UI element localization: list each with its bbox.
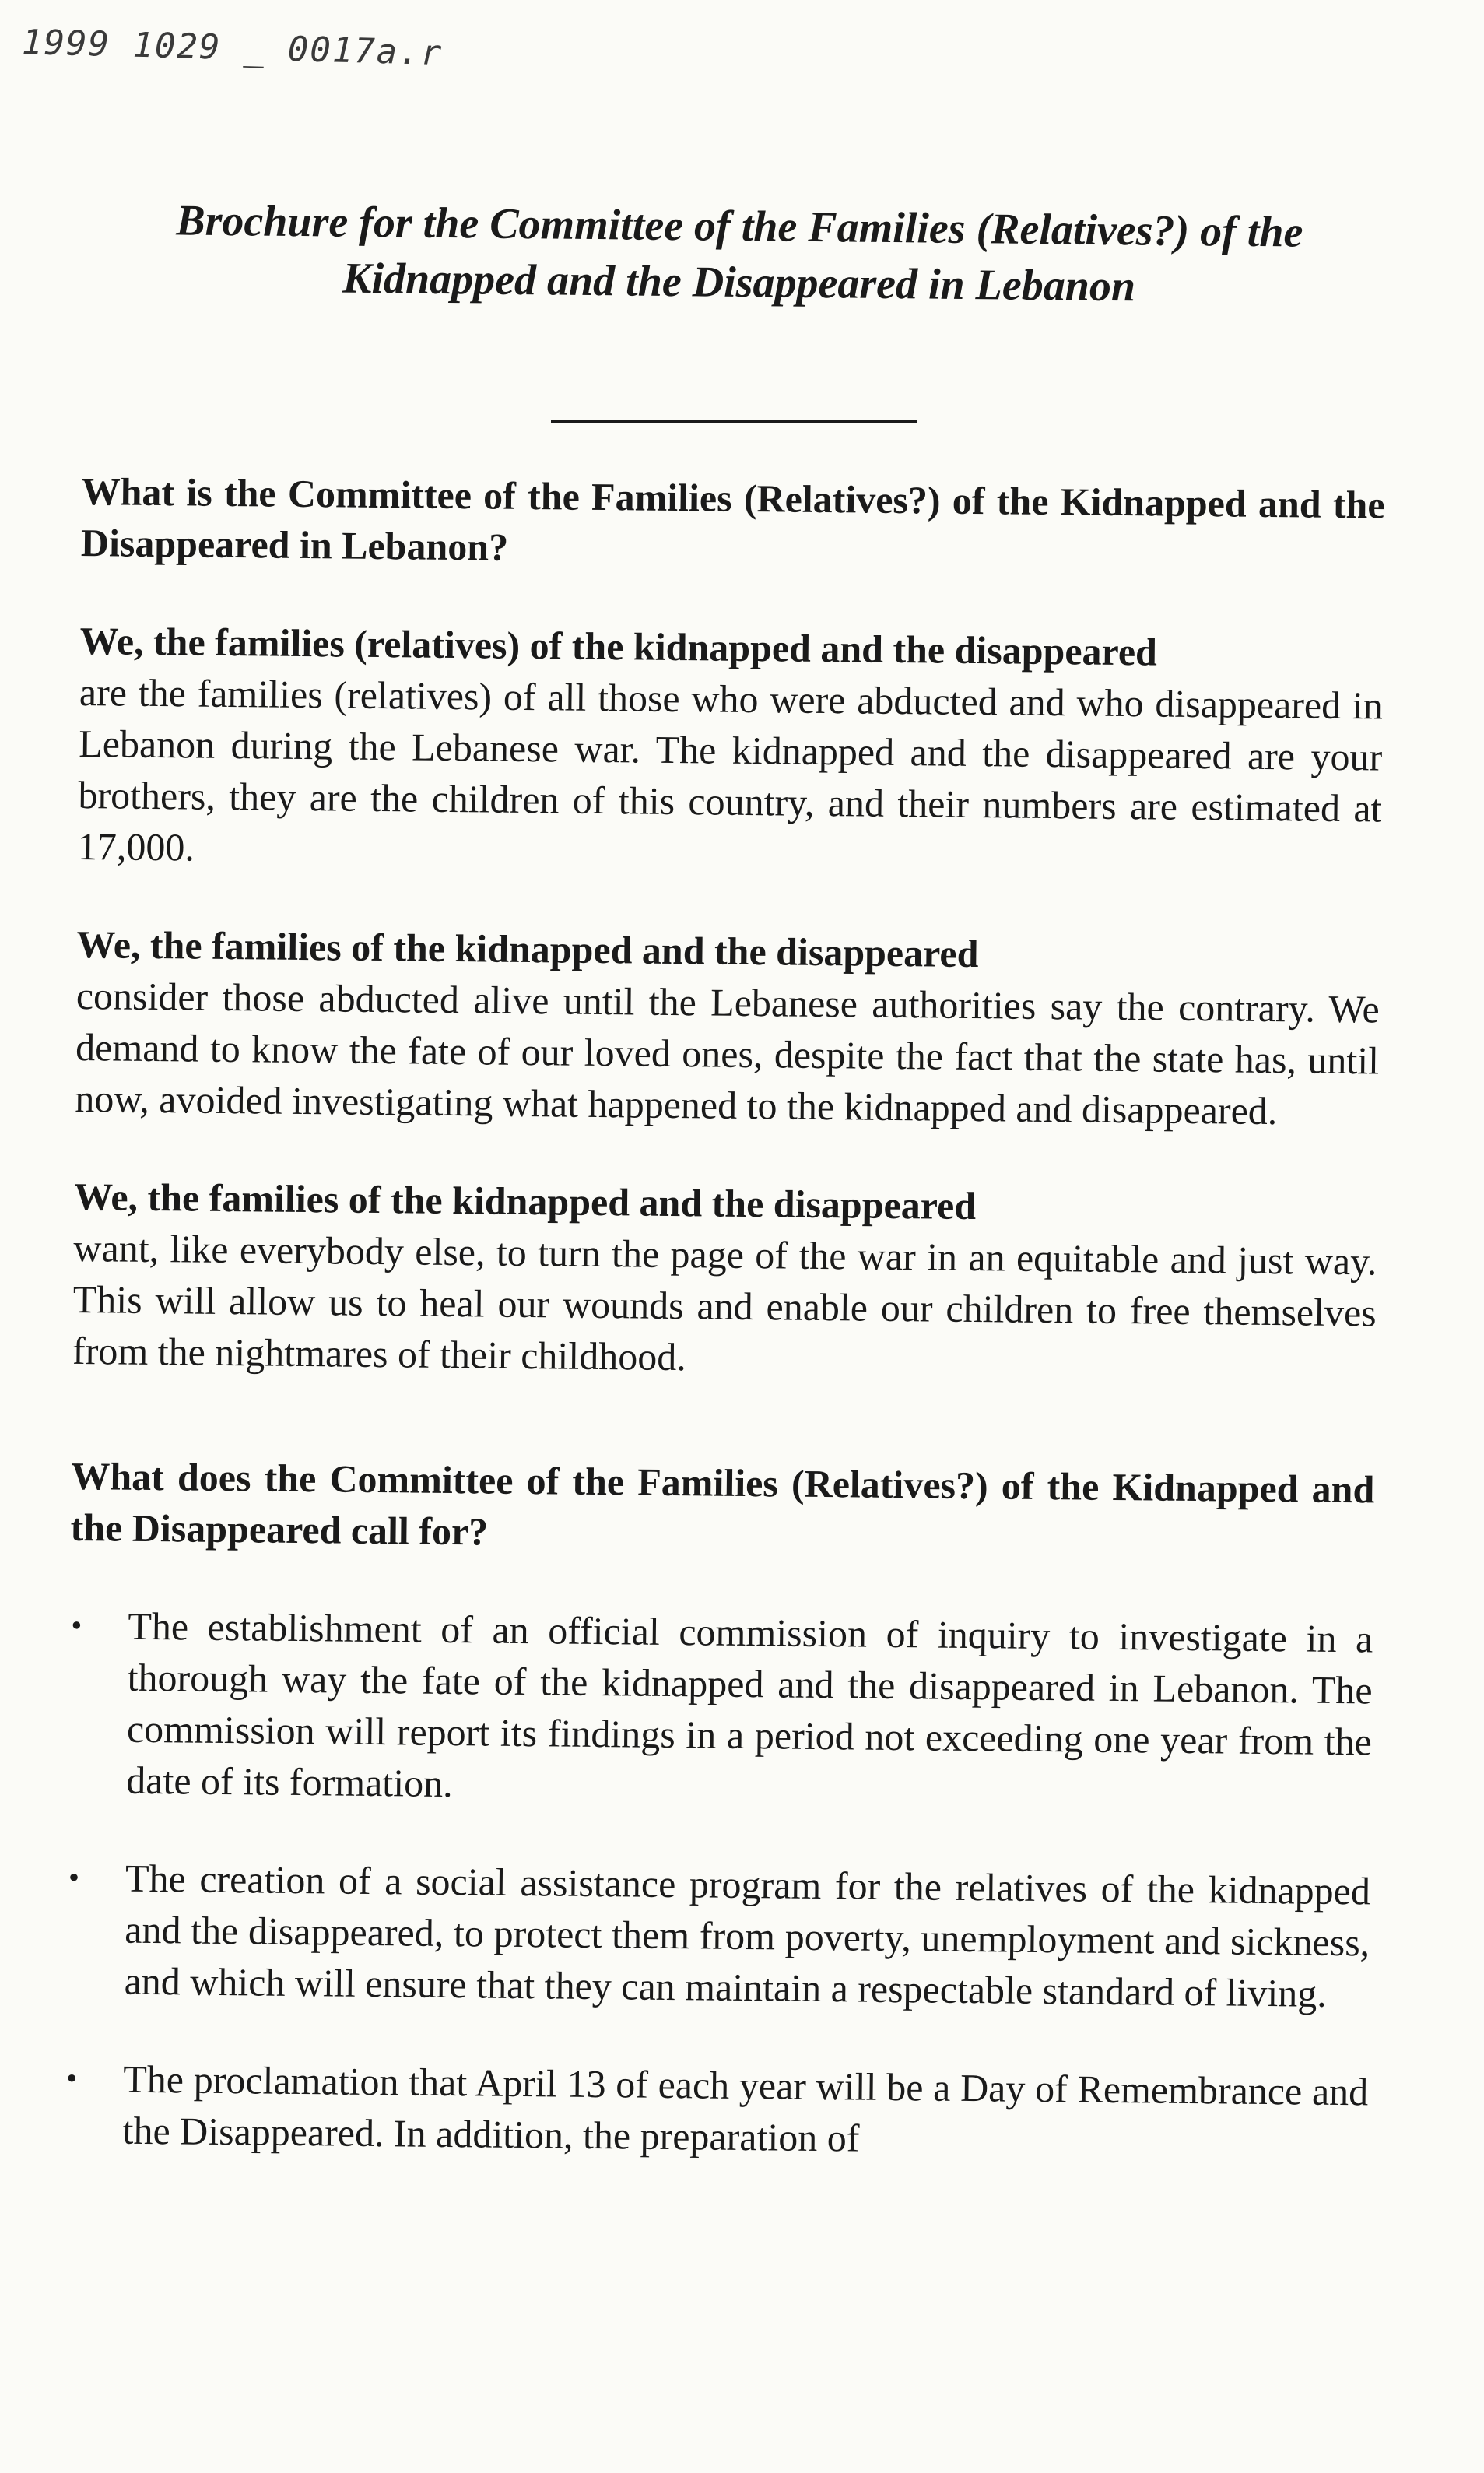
paragraph-text: want, like everybody else, to turn the page of the war in an equitable and just way. This will allow us to heal our wounds and enable our children to free themselves from the nightmares of their childhood. bbox=[72, 1225, 1377, 1379]
list-item-text: The proclamation that April 13 of each year will be a Day of Remembrance and the Disappeared. In addition, the preparation of bbox=[122, 2057, 1369, 2160]
paragraph-lead: We, the families (relatives) of the kidnapped and the disappeared bbox=[79, 618, 1158, 674]
bullet-icon: • bbox=[68, 1859, 80, 1895]
demands-list bbox=[64, 1600, 1373, 2169]
paragraph-lead: We, the families of the kidnapped and the disappeared bbox=[73, 1174, 977, 1228]
document-body bbox=[64, 465, 1385, 2169]
paragraph bbox=[72, 1171, 1378, 1390]
paragraph bbox=[78, 615, 1384, 886]
archive-annotation: 1999 1029 _ 0017a.r bbox=[21, 22, 444, 74]
list-item bbox=[68, 1600, 1373, 1819]
paragraph bbox=[75, 919, 1381, 1138]
paragraph-text: are the families (relatives) of all those who were abducted and who disappeared in Lebanon during the Lebanese war. The kidnapped and the disappeared are your brothers, they are the children of this country, and their numbers are estimated at 17,000. bbox=[77, 669, 1384, 869]
document-title: Brochure for the Committee of the Families (Relatives?) of the Kidnapped and the Disappeared in Lebanon bbox=[176, 196, 1303, 311]
paragraph-text: consider those abducted alive until the Lebanese authorities say the contrary. We demand to know the fate of our loved ones, despite the fact that the state has, until now, avoided investigating what happened to the kidnapped and disappeared. bbox=[75, 973, 1381, 1133]
title-divider bbox=[551, 420, 917, 423]
list-item-text: The creation of a social assistance program for the relatives of the kidnapped and the disappeared, to protect them from poverty, unemployment and sickness, and which will ensure that they can maintain a respectable standard of living. bbox=[124, 1856, 1371, 2015]
section-heading-what-does: What does the Committee of the Families (Relatives?) of the Kidnapped and the Disappeared call for? bbox=[70, 1453, 1375, 1554]
list-item bbox=[64, 2053, 1368, 2169]
list-item bbox=[65, 1852, 1370, 2020]
bullet-icon: • bbox=[71, 1607, 82, 1643]
paragraph-lead: We, the families of the kidnapped and the disappeared bbox=[76, 922, 979, 976]
bullet-icon: • bbox=[66, 2060, 78, 2096]
list-item-text: The establishment of an official commission of inquiry to investigate in a thorough way the fate of the kidnapped and the disappeared in Lebanon. The commission will report its findings in a period not exceeding one year from the date of its formation. bbox=[126, 1604, 1373, 1806]
section-heading-what-is: What is the Committee of the Families (Relatives?) of the Kidnapped and the Disappeared in Lebanon? bbox=[80, 469, 1385, 569]
